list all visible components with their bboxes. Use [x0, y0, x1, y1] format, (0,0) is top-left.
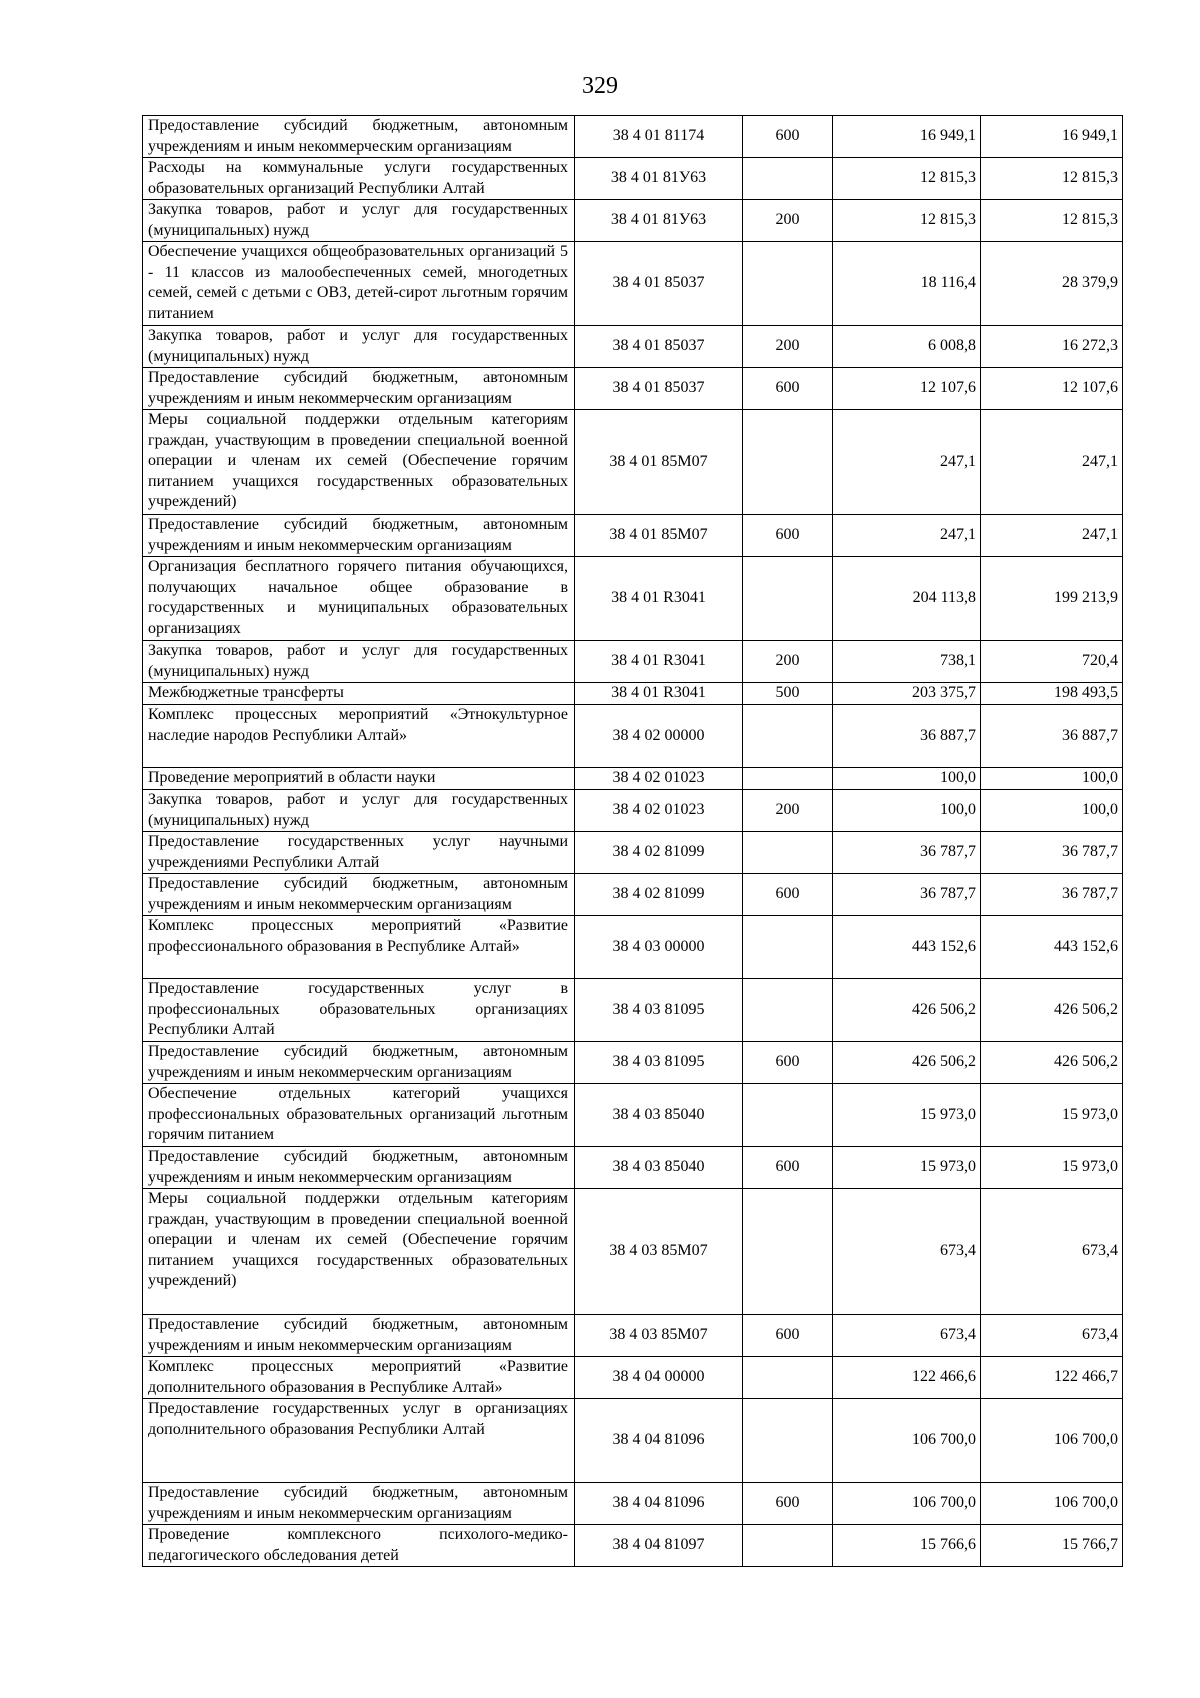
row-value-2-cell: 720,4	[981, 641, 1123, 683]
row-name-cell: Предоставление субсидий бюджетным, автономным учреждениям и иным некоммерческим организациям	[143, 116, 575, 158]
row-name-cell: Проведение мероприятий в области науки	[143, 768, 575, 790]
row-type-cell	[743, 1084, 833, 1147]
row-name-cell: Предоставление государственных услуг в организациях дополнительного образования Республики Алтай	[143, 1399, 575, 1483]
row-name-cell: Предоставление субсидий бюджетным, автономным учреждениям и иным некоммерческим организациям	[143, 1147, 575, 1189]
row-type-cell: 600	[743, 1147, 833, 1189]
row-type-cell: 600	[743, 1483, 833, 1525]
table-row	[143, 200, 1123, 242]
row-type-cell: 500	[743, 683, 833, 705]
row-name-cell: Предоставление субсидий бюджетным, автономным учреждениям и иным некоммерческим организациям	[143, 1042, 575, 1084]
row-code-cell: 38 4 01 81У63	[575, 158, 743, 200]
row-value-2-cell: 100,0	[981, 768, 1123, 790]
table-row	[143, 1084, 1123, 1147]
row-name-cell: Комплекс процессных мероприятий «Развитие профессионального образования в Республике Алтай»	[143, 916, 575, 979]
row-value-1-cell: 36 787,7	[833, 832, 981, 874]
row-code-cell: 38 4 01 81У63	[575, 200, 743, 242]
row-name-cell: Предоставление государственных услуг в профессиональных образовательных организациях Республики Алтай	[143, 979, 575, 1042]
row-code-cell: 38 4 04 81096	[575, 1483, 743, 1525]
row-name-cell: Комплекс процессных мероприятий «Этнокультурное наследие народов Республики Алтай»	[143, 705, 575, 768]
row-value-1-cell: 100,0	[833, 790, 981, 832]
row-value-1-cell: 15 766,6	[833, 1525, 981, 1567]
table-row	[143, 641, 1123, 683]
row-value-2-cell: 12 815,3	[981, 158, 1123, 200]
row-type-cell: 200	[743, 326, 833, 368]
row-code-cell: 38 4 04 00000	[575, 1357, 743, 1399]
table-row	[143, 1483, 1123, 1525]
row-name-cell: Обеспечение учащихся общеобразовательных организаций 5 - 11 классов из малообеспеченных семей, многодетных семей, семей с детьми с ОВЗ, детей-сирот льготным горячим питанием	[143, 242, 575, 326]
row-code-cell: 38 4 03 85040	[575, 1084, 743, 1147]
table-row	[143, 916, 1123, 979]
row-code-cell: 38 4 02 00000	[575, 705, 743, 768]
row-name-cell: Меры социальной поддержки отдельным категориям граждан, участвующим в проведении специальной военной операции и членам их семей (Обеспечение горячим питанием учащихся государственных образовательных учреждений)	[143, 1189, 575, 1315]
table-row	[143, 1399, 1123, 1483]
row-value-2-cell: 199 213,9	[981, 557, 1123, 641]
row-type-cell: 200	[743, 200, 833, 242]
row-type-cell	[743, 768, 833, 790]
row-name-cell: Проведение комплексного психолого-медико-педагогического обследования детей	[143, 1525, 575, 1567]
row-value-1-cell: 15 973,0	[833, 1084, 981, 1147]
row-value-1-cell: 12 815,3	[833, 200, 981, 242]
row-value-2-cell: 673,4	[981, 1315, 1123, 1357]
row-type-cell: 600	[743, 116, 833, 158]
row-value-2-cell: 247,1	[981, 515, 1123, 557]
row-type-cell	[743, 979, 833, 1042]
row-name-cell: Межбюджетные трансферты	[143, 683, 575, 705]
table-row	[143, 1357, 1123, 1399]
row-value-2-cell: 106 700,0	[981, 1483, 1123, 1525]
budget-table	[142, 115, 1123, 1567]
row-value-1-cell: 122 466,6	[833, 1357, 981, 1399]
row-type-cell	[743, 1357, 833, 1399]
row-name-cell: Предоставление субсидий бюджетным, автономным учреждениям и иным некоммерческим организациям	[143, 1315, 575, 1357]
row-name-cell: Закупка товаров, работ и услуг для государственных (муниципальных) нужд	[143, 200, 575, 242]
row-value-2-cell: 12 107,6	[981, 368, 1123, 410]
row-name-cell: Организация бесплатного горячего питания обучающихся, получающих начальное общее образование в государственных и муниципальных образовательных организациях	[143, 557, 575, 641]
row-name-cell: Закупка товаров, работ и услуг для государственных (муниципальных) нужд	[143, 790, 575, 832]
table-row	[143, 768, 1123, 790]
row-value-2-cell: 36 887,7	[981, 705, 1123, 768]
row-code-cell: 38 4 01 85037	[575, 242, 743, 326]
row-code-cell: 38 4 02 01023	[575, 790, 743, 832]
table-row	[143, 790, 1123, 832]
row-value-1-cell: 738,1	[833, 641, 981, 683]
row-value-2-cell: 16 949,1	[981, 116, 1123, 158]
row-name-cell: Меры социальной поддержки отдельным категориям граждан, участвующим в проведении специальной военной операции и членам их семей (Обеспечение горячим питанием учащихся государственных образовательных учреждений)	[143, 410, 575, 515]
table-row	[143, 116, 1123, 158]
row-code-cell: 38 4 02 81099	[575, 832, 743, 874]
table-row	[143, 874, 1123, 916]
row-code-cell: 38 4 02 01023	[575, 768, 743, 790]
row-value-1-cell: 106 700,0	[833, 1399, 981, 1483]
row-type-cell: 600	[743, 1042, 833, 1084]
row-value-1-cell: 426 506,2	[833, 979, 981, 1042]
row-value-1-cell: 15 973,0	[833, 1147, 981, 1189]
row-name-cell: Комплекс процессных мероприятий «Развитие дополнительного образования в Республике Алтай»	[143, 1357, 575, 1399]
row-code-cell: 38 4 01 R3041	[575, 683, 743, 705]
row-value-2-cell: 36 787,7	[981, 874, 1123, 916]
row-value-1-cell: 36 887,7	[833, 705, 981, 768]
row-value-2-cell: 443 152,6	[981, 916, 1123, 979]
page-number: 329	[582, 73, 618, 99]
row-value-2-cell: 426 506,2	[981, 1042, 1123, 1084]
row-code-cell: 38 4 01 85037	[575, 368, 743, 410]
row-value-1-cell: 673,4	[833, 1315, 981, 1357]
row-name-cell: Расходы на коммунальные услуги государственных образовательных организаций Республики Алтай	[143, 158, 575, 200]
row-type-cell	[743, 832, 833, 874]
table-row	[143, 705, 1123, 768]
row-code-cell: 38 4 03 00000	[575, 916, 743, 979]
row-type-cell	[743, 1189, 833, 1315]
row-value-2-cell: 122 466,7	[981, 1357, 1123, 1399]
row-value-2-cell: 247,1	[981, 410, 1123, 515]
row-value-2-cell: 673,4	[981, 1189, 1123, 1315]
row-name-cell: Предоставление государственных услуг научными учреждениями Республики Алтай	[143, 832, 575, 874]
row-value-2-cell: 28 379,9	[981, 242, 1123, 326]
table-row	[143, 557, 1123, 641]
row-value-1-cell: 426 506,2	[833, 1042, 981, 1084]
row-type-cell	[743, 158, 833, 200]
row-value-2-cell: 36 787,7	[981, 832, 1123, 874]
row-code-cell: 38 4 01 85037	[575, 326, 743, 368]
row-value-1-cell: 673,4	[833, 1189, 981, 1315]
row-value-1-cell: 12 107,6	[833, 368, 981, 410]
row-value-1-cell: 203 375,7	[833, 683, 981, 705]
table-row	[143, 410, 1123, 515]
table-row	[143, 1315, 1123, 1357]
table-row	[143, 326, 1123, 368]
row-code-cell: 38 4 04 81096	[575, 1399, 743, 1483]
table-row	[143, 1147, 1123, 1189]
row-type-cell	[743, 705, 833, 768]
row-value-1-cell: 204 113,8	[833, 557, 981, 641]
table-row	[143, 1042, 1123, 1084]
row-code-cell: 38 4 01 85М07	[575, 410, 743, 515]
row-name-cell: Закупка товаров, работ и услуг для государственных (муниципальных) нужд	[143, 641, 575, 683]
row-type-cell	[743, 410, 833, 515]
row-value-1-cell: 36 787,7	[833, 874, 981, 916]
row-type-cell: 600	[743, 515, 833, 557]
table-row	[143, 683, 1123, 705]
table-row	[143, 158, 1123, 200]
table-row	[143, 979, 1123, 1042]
row-type-cell	[743, 916, 833, 979]
row-value-2-cell: 12 815,3	[981, 200, 1123, 242]
row-value-1-cell: 100,0	[833, 768, 981, 790]
row-code-cell: 38 4 01 R3041	[575, 641, 743, 683]
row-code-cell: 38 4 03 81095	[575, 979, 743, 1042]
row-value-2-cell: 15 973,0	[981, 1084, 1123, 1147]
row-code-cell: 38 4 03 81095	[575, 1042, 743, 1084]
row-type-cell: 600	[743, 1315, 833, 1357]
table-row	[143, 1189, 1123, 1315]
row-type-cell	[743, 1525, 833, 1567]
row-value-1-cell: 16 949,1	[833, 116, 981, 158]
row-code-cell: 38 4 02 81099	[575, 874, 743, 916]
row-value-2-cell: 106 700,0	[981, 1399, 1123, 1483]
row-code-cell: 38 4 01 85М07	[575, 515, 743, 557]
table-row	[143, 368, 1123, 410]
row-type-cell: 200	[743, 790, 833, 832]
table-row	[143, 515, 1123, 557]
row-name-cell: Предоставление субсидий бюджетным, автономным учреждениям и иным некоммерческим организациям	[143, 874, 575, 916]
row-name-cell: Предоставление субсидий бюджетным, автономным учреждениям и иным некоммерческим организациям	[143, 515, 575, 557]
row-code-cell: 38 4 04 81097	[575, 1525, 743, 1567]
row-code-cell: 38 4 03 85М07	[575, 1315, 743, 1357]
row-value-1-cell: 12 815,3	[833, 158, 981, 200]
row-type-cell	[743, 242, 833, 326]
row-code-cell: 38 4 03 85М07	[575, 1189, 743, 1315]
row-code-cell: 38 4 01 81174	[575, 116, 743, 158]
row-code-cell: 38 4 03 85040	[575, 1147, 743, 1189]
row-type-cell	[743, 1399, 833, 1483]
row-type-cell	[743, 557, 833, 641]
table-body	[143, 116, 1123, 1567]
row-value-2-cell: 15 973,0	[981, 1147, 1123, 1189]
row-value-2-cell: 426 506,2	[981, 979, 1123, 1042]
row-value-1-cell: 18 116,4	[833, 242, 981, 326]
row-value-1-cell: 6 008,8	[833, 326, 981, 368]
row-value-1-cell: 443 152,6	[833, 916, 981, 979]
row-name-cell: Предоставление субсидий бюджетным, автономным учреждениям и иным некоммерческим организациям	[143, 1483, 575, 1525]
row-type-cell: 200	[743, 641, 833, 683]
row-name-cell: Закупка товаров, работ и услуг для государственных (муниципальных) нужд	[143, 326, 575, 368]
row-type-cell: 600	[743, 874, 833, 916]
row-value-2-cell: 100,0	[981, 790, 1123, 832]
row-name-cell: Обеспечение отдельных категорий учащихся профессиональных образовательных организаций льготным горячим питанием	[143, 1084, 575, 1147]
row-name-cell: Предоставление субсидий бюджетным, автономным учреждениям и иным некоммерческим организациям	[143, 368, 575, 410]
row-value-1-cell: 247,1	[833, 515, 981, 557]
row-value-1-cell: 106 700,0	[833, 1483, 981, 1525]
row-code-cell: 38 4 01 R3041	[575, 557, 743, 641]
table-row	[143, 832, 1123, 874]
row-type-cell: 600	[743, 368, 833, 410]
table-row	[143, 242, 1123, 326]
row-value-2-cell: 198 493,5	[981, 683, 1123, 705]
table-row	[143, 1525, 1123, 1567]
row-value-1-cell: 247,1	[833, 410, 981, 515]
row-value-2-cell: 16 272,3	[981, 326, 1123, 368]
row-value-2-cell: 15 766,7	[981, 1525, 1123, 1567]
